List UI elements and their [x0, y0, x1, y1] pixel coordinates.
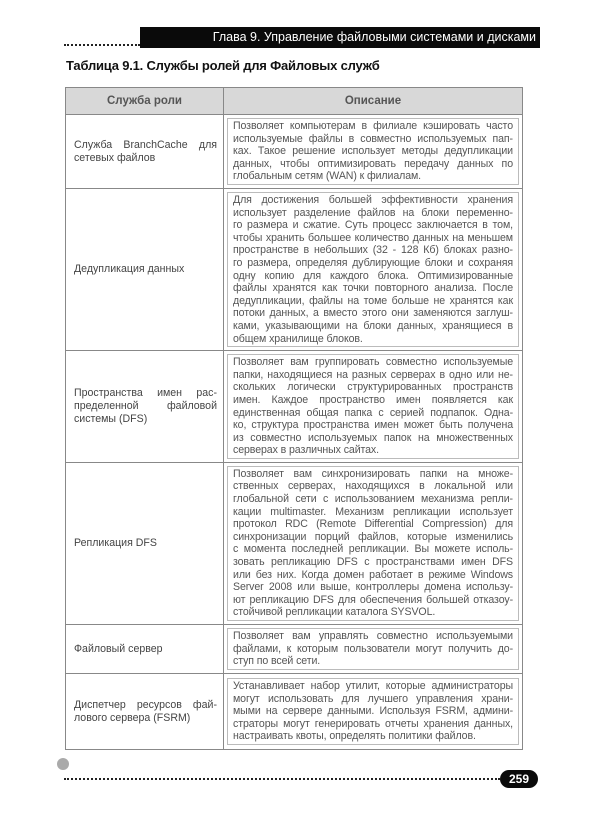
role-line: пределенной файловой [74, 400, 217, 412]
description-box [227, 354, 519, 459]
description-line: имен. Каждое пространство имен появляется как [233, 393, 513, 406]
description-line: чтобы хранить большее количество данных на меньшем [233, 231, 513, 244]
description-line: зовать репликацию DFS с пространствами имен DFS [233, 556, 513, 569]
column-header-description: Описание [224, 88, 523, 115]
role-cell [66, 625, 224, 674]
description-line: потоки данных, а вместо этого они заменяются заглуш- [233, 307, 513, 320]
role-cell [66, 462, 224, 624]
description-line: Устанавливает набор утилит, которые администраторы [233, 680, 513, 693]
table-row [66, 462, 523, 624]
description-line: с момента последней репликации. Вы можете исполь- [233, 543, 513, 556]
description-line: серверах в различных сайтах. [233, 444, 379, 457]
role-line: Пространства имен рас- [74, 387, 217, 399]
role-cell [66, 115, 224, 189]
description-line: используемые файлы в совместно используемых пап- [233, 132, 513, 145]
description-line: глобальным сетям (WAN) к филиалам. [233, 170, 422, 183]
role-cell [66, 674, 224, 750]
description-line: глобальной сети с использованием механизма репли- [233, 493, 513, 506]
description-line: Позволяет компьютерам в филиале кэшировать часто [233, 120, 513, 133]
description-line: ках. Такое решение использует методы дедупликации [233, 145, 513, 158]
table-row [66, 115, 523, 189]
column-header-role: Служба роли [66, 88, 224, 115]
description-box [227, 466, 519, 621]
description-line: скольких логически структурированных пространств [233, 381, 513, 394]
description-cell [224, 462, 523, 624]
description-cell [224, 351, 523, 463]
description-line: папки, находящиеся на разных серверах в одно или не- [233, 368, 513, 381]
description-line: Позволяет вам управлять совместно используемыми [233, 630, 513, 643]
description-line: страторы могут генерировать отчеты хранения данных, [233, 717, 513, 730]
description-line: Server 2008 или выше, контроллеры домена использу- [233, 581, 513, 594]
description-line: могут использовать для лучшего управления храни- [233, 692, 513, 705]
description-line: протокол RDC (Remote Differential Compression) для [233, 518, 513, 531]
description-line: данных, чтобы оптимизировать передачу данных по [233, 157, 513, 170]
description-line: Позволяет вам группировать совместно используемые [233, 356, 513, 369]
table-row [66, 674, 523, 750]
table-header-row [66, 88, 523, 115]
description-box [227, 628, 519, 670]
description-cell [224, 674, 523, 750]
role-line: Репликация DFS [74, 536, 157, 549]
description-line: Позволяет вам синхронизировать папки на множе- [233, 467, 513, 480]
chapter-header: Глава 9. Управление файловыми системами и дисками [140, 27, 540, 48]
description-line: го размера, определяя дублирующие блоки и сохраняя [233, 256, 513, 269]
table-row [66, 625, 523, 674]
description-line: единственная общая папка с серией подпапок. Одна- [233, 406, 513, 419]
description-line: использует разделение файлов на блоки переменно- [233, 206, 513, 219]
description-line: го размера и сжатие. Суть процесс заключается в том, [233, 219, 513, 232]
description-line: общем хранилище блоков. [233, 332, 363, 345]
description-line: из совместно используемых папок на множественных [233, 431, 513, 444]
description-line: файлы хранятся как точки повторного анализа. После [233, 282, 513, 295]
table-row [66, 189, 523, 351]
description-cell [224, 625, 523, 674]
role-cell [66, 351, 224, 463]
description-line: ко, структура пространства имен может быть получена [233, 419, 513, 432]
description-line: ками, указывающими на блоки данных, хранящиеся в [233, 319, 513, 332]
description-line: синхронизации порций файлов, которые изменились [233, 530, 513, 543]
table-title: Таблица 9.1. Службы ролей для Файловых служб [66, 58, 380, 73]
role-line: сетевых файлов [74, 151, 156, 164]
description-line: кации multimaster. Механизм репликации использует [233, 505, 513, 518]
role-line: Дедупликация данных [74, 263, 185, 276]
role-line: системы (DFS) [74, 413, 148, 425]
description-box [227, 192, 519, 347]
description-line: одну копию для каждого блока. Оптимизированные [233, 269, 513, 282]
table-row [66, 351, 523, 463]
role-cell [66, 189, 224, 351]
page-number: 259 [500, 770, 538, 788]
description-cell [224, 189, 523, 351]
description-line: ственных серверах, находящихся в локальной или [233, 480, 513, 493]
role-line: лового сервера (FSRM) [74, 711, 191, 724]
description-line: пространстве в небольших (32 - 128 Кб) блоках разно- [233, 244, 513, 257]
role-line: Файловый сервер [74, 642, 163, 655]
description-line: ют репликацию DFS для обеспечения большей отказоу- [233, 593, 513, 606]
description-line: стойчивой репликации каталога SYSVOL. [233, 606, 436, 619]
description-box [227, 678, 519, 745]
file-services-role-table [65, 87, 523, 750]
description-line: ступ по всей сети. [233, 655, 321, 668]
role-line: Диспетчер ресурсов фай- [74, 698, 217, 711]
header-dotted-rule [64, 44, 140, 46]
description-line: Для достижения большей эффективности хранения [233, 194, 513, 206]
footer-dotted-rule [64, 778, 500, 780]
description-line: мыми на сервере данными. Используя FSRM, админи- [233, 705, 513, 718]
role-line: Служба BranchCache для [74, 138, 217, 151]
description-line: дедупликации, файлы на томе больше не хранятся как [233, 294, 513, 307]
description-box [227, 118, 519, 185]
description-line: файлами, к которым пользователи могут получить до- [233, 642, 513, 655]
description-line: или без них. Когда домен работает в режиме Windows [233, 568, 513, 581]
description-line: настраивать квоты, определять политики файлов. [233, 730, 476, 743]
decorative-dot [57, 758, 69, 770]
description-cell [224, 115, 523, 189]
